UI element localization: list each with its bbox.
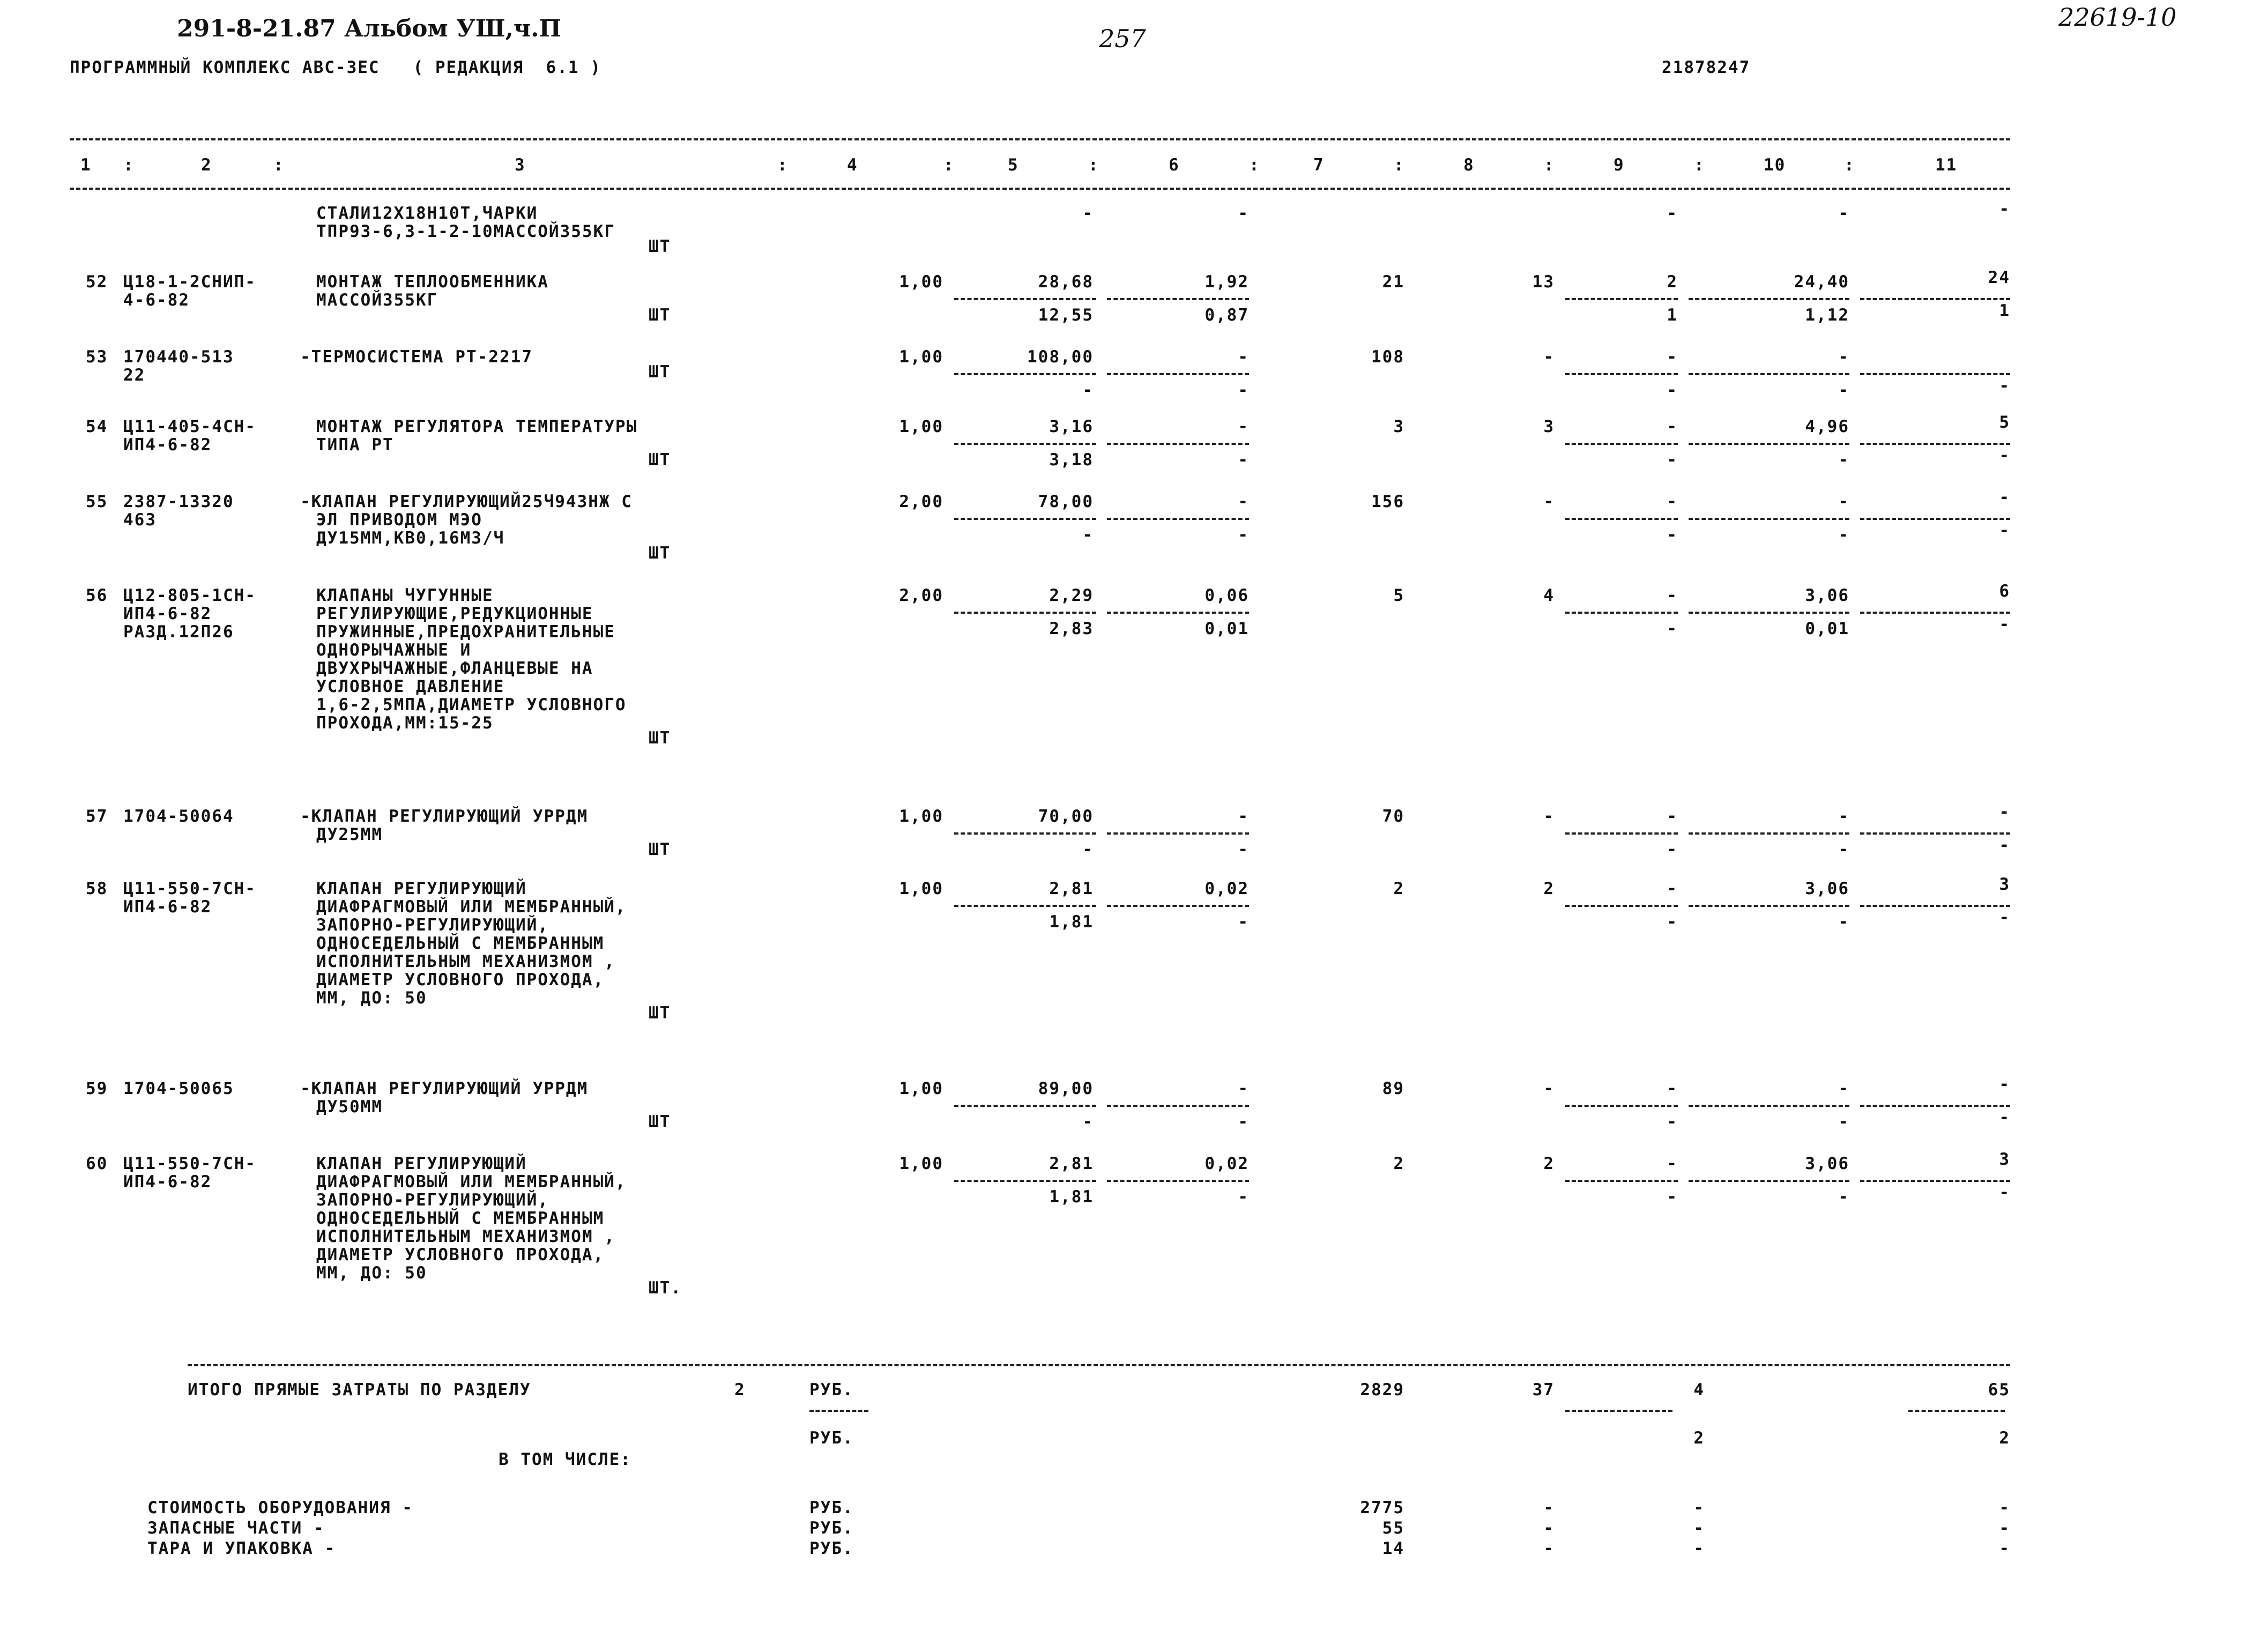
row-split-rule-col9 <box>1565 905 1678 907</box>
row-split-rule-col11 <box>1860 905 2010 907</box>
row-code: 1704-50065 <box>123 1079 234 1098</box>
row-split-rule-col5 <box>954 443 1096 445</box>
row-col10-b: 0,01 <box>1805 619 1849 638</box>
archive-stamp: 22619-10 <box>2058 3 2177 32</box>
column-header-cell: : <box>943 155 955 175</box>
table-top-rule <box>70 138 2010 140</box>
totals-col11-b: 2 <box>1999 1428 2010 1448</box>
breakdown-col8: - <box>1543 1519 1555 1538</box>
column-header-cell: 7 <box>1313 155 1325 175</box>
row-col7: 70 <box>1382 807 1404 826</box>
row-col6-b: - <box>1238 525 1249 545</box>
row-description-line: ПРОХОДА,ММ:15-25 <box>316 713 494 733</box>
row-col4: 1,00 <box>899 807 943 826</box>
row-split-rule-col10 <box>1689 518 1849 520</box>
row-col6-b: - <box>1238 1112 1249 1132</box>
row-split-rule-col9 <box>1565 832 1678 835</box>
row-col9: - <box>1667 807 1678 826</box>
row-col4: 1,00 <box>899 272 943 292</box>
row-split-rule-col5 <box>954 373 1096 375</box>
row-col5-b: 3,18 <box>1049 450 1094 470</box>
row-code-2: ИП4-6-82 <box>123 1172 212 1192</box>
row-col5: 3,16 <box>1049 417 1094 436</box>
row-col6: 0,02 <box>1205 879 1249 898</box>
row-col4: 1,00 <box>899 1154 943 1173</box>
row-col10: - <box>1838 1079 1849 1098</box>
column-header-cell: 5 <box>1008 155 1019 175</box>
row-code: 1704-50064 <box>123 807 234 826</box>
row-split-rule-col9 <box>1565 298 1678 300</box>
row-split-rule-col9 <box>1565 1105 1678 1107</box>
column-header-cell: : <box>123 155 135 175</box>
row-col6: - <box>1238 807 1249 826</box>
row-col5: 78,00 <box>1038 492 1094 511</box>
row-description-line: -КЛАПАН РЕГУЛИРУЮЩИЙ УРРДМ <box>300 807 589 826</box>
column-header-cell: : <box>777 155 789 175</box>
column-header-cell: : <box>1694 155 1705 175</box>
row-split-rule-col5 <box>954 905 1096 907</box>
row-col7: 21 <box>1382 272 1404 292</box>
breakdown-label: ТАРА И УПАКОВКА - <box>147 1539 336 1558</box>
row-col5: 2,29 <box>1049 586 1094 605</box>
row-col10: 3,06 <box>1805 879 1849 898</box>
row-col4: 1,00 <box>899 347 943 367</box>
row-col4: 1,00 <box>899 417 943 436</box>
row-code-2: ИП4-6-82 <box>123 897 212 917</box>
table-header-rule <box>70 188 2010 190</box>
row-col9-b: - <box>1667 525 1678 545</box>
breakdown-unit: РУБ. <box>809 1539 854 1558</box>
album-title: 291-8-21.87 Альбом УШ,ч.П <box>177 15 561 42</box>
row-description-line: ДУ25ММ <box>316 825 383 844</box>
row-description-line: РЕГУЛИРУЮЩИЕ,РЕДУКЦИОННЫЕ <box>316 604 593 623</box>
row-split-rule-col9 <box>1565 518 1678 520</box>
row-split-rule-col5 <box>954 612 1096 614</box>
totals-unit-underline <box>809 1410 868 1412</box>
row-description-line: ДИАМЕТР УСЛОВНОГО ПРОХОДА, <box>316 970 605 989</box>
column-header-cell: 8 <box>1463 155 1475 175</box>
row-description-line: ММ, ДО: 50 <box>316 988 427 1008</box>
row-col4: 2,00 <box>899 586 943 605</box>
row-description-line: УСЛОВНОЕ ДАВЛЕНИЕ <box>316 677 505 696</box>
row-col10: - <box>1838 347 1849 367</box>
row-description-line: ИСПОЛНИТЕЛЬНЫМ МЕХАНИЗМОМ , <box>316 1227 615 1246</box>
row-split-rule-col5 <box>954 832 1096 835</box>
totals-col9-b: 2 <box>1693 1428 1705 1448</box>
totals-unit: РУБ. <box>809 1380 854 1400</box>
row-code: Ц11-550-7СН- <box>123 1154 256 1173</box>
row-description-line: -ТЕРМОСИСТЕМА РТ-2217 <box>300 347 533 367</box>
row-col6: - <box>1238 417 1249 436</box>
row-split-rule-col9 <box>1565 612 1678 614</box>
row-col5-b: 2,83 <box>1049 619 1094 638</box>
row-col5-b: 12,55 <box>1038 306 1094 325</box>
row-code-2: 4-6-82 <box>123 291 190 310</box>
row-col6: 0,02 <box>1205 1154 1249 1173</box>
row-col10-b: - <box>1838 1187 1849 1207</box>
row-description-line: -КЛАПАН РЕГУЛИРУЮЩИЙ УРРДМ <box>300 1079 589 1098</box>
row-col5-b: - <box>1082 1112 1094 1132</box>
row-number: 53 <box>86 347 108 367</box>
row-col10: 4,96 <box>1805 417 1849 436</box>
totals-col11: 65 <box>1988 1380 2010 1400</box>
totals-col9-underline <box>1565 1410 1672 1412</box>
row-description-line: МАССОЙ355КГ <box>316 291 438 310</box>
row-col9: - <box>1667 204 1678 223</box>
column-header-cell: 2 <box>201 155 212 175</box>
row-description-line: КЛАПАНЫ ЧУГУННЫЕ <box>316 586 494 605</box>
row-col11-b: - <box>1999 376 2010 396</box>
row-col6-b: - <box>1238 381 1249 400</box>
row-col4: 2,00 <box>899 492 943 511</box>
row-split-rule-col9 <box>1565 373 1678 375</box>
breakdown-col11: - <box>1999 1539 2010 1558</box>
row-split-rule-col9 <box>1565 1180 1678 1182</box>
row-col6-b: - <box>1238 450 1249 470</box>
row-description-line: ИСПОЛНИТЕЛЬНЫМ МЕХАНИЗМОМ , <box>316 952 615 971</box>
row-number: 59 <box>86 1079 108 1098</box>
row-col10-b: - <box>1838 840 1849 859</box>
row-col10: - <box>1838 492 1849 511</box>
row-description-line: ОДНОРЫЧАЖНЫЕ И <box>316 641 472 660</box>
row-number: 55 <box>86 492 108 511</box>
row-col6-b: - <box>1238 840 1249 859</box>
row-col8: 4 <box>1543 586 1555 605</box>
column-header-cell: : <box>1088 155 1099 175</box>
row-col6: - <box>1238 204 1249 223</box>
breakdown-col11: - <box>1999 1519 2010 1538</box>
row-col6: - <box>1238 1079 1249 1098</box>
row-split-rule-col11 <box>1860 832 2010 835</box>
row-description-line: ДИАМЕТР УСЛОВНОГО ПРОХОДА, <box>316 1245 605 1264</box>
row-split-rule-col11 <box>1860 1105 2010 1107</box>
row-col10-b: 1,12 <box>1805 306 1849 325</box>
row-col11-b: - <box>1999 1108 2010 1127</box>
row-unit: ШТ <box>649 840 671 859</box>
breakdown-col9: - <box>1693 1498 1705 1517</box>
program-line: ПРОГРАММНЫЙ КОМПЛЕКС АВС-3ЕС ( РЕДАКЦИЯ 6.1 ) <box>70 58 601 77</box>
row-split-rule-col5 <box>954 1180 1096 1182</box>
row-split-rule-col5 <box>954 518 1096 520</box>
row-col7: 89 <box>1382 1079 1404 1098</box>
row-col9: - <box>1667 1079 1678 1098</box>
including-label: В ТОМ ЧИСЛЕ: <box>499 1450 631 1469</box>
row-code: Ц11-405-4СН- <box>123 417 256 436</box>
breakdown-col7: 14 <box>1382 1539 1404 1558</box>
document-code: 21878247 <box>1662 58 1751 77</box>
totals-col11-underline <box>1908 1410 2005 1412</box>
row-split-rule-col5 <box>954 1105 1096 1107</box>
column-header-cell: 6 <box>1169 155 1180 175</box>
row-col9: - <box>1667 1154 1678 1173</box>
row-col7: 2 <box>1393 879 1404 898</box>
row-split-rule-col10 <box>1689 905 1849 907</box>
totals-col8: 37 <box>1532 1380 1555 1400</box>
row-col11: 6 <box>1999 582 2010 601</box>
row-number: 57 <box>86 807 108 826</box>
column-header-cell: : <box>1544 155 1555 175</box>
row-col11-b: - <box>1999 836 2010 855</box>
row-col6: - <box>1238 492 1249 511</box>
row-split-rule-col11 <box>1860 443 2010 445</box>
row-col9-b: - <box>1667 450 1678 470</box>
breakdown-col11: - <box>1999 1498 2010 1517</box>
row-col6-b: - <box>1238 912 1249 932</box>
row-col11: - <box>1999 488 2010 507</box>
totals-label: ИТОГО ПРЯМЫЕ ЗАТРАТЫ ПО РАЗДЕЛУ <box>188 1380 531 1400</box>
column-header-cell: 9 <box>1614 155 1625 175</box>
column-header-cell: 11 <box>1935 155 1958 175</box>
row-description-line: ДУ15ММ,КВ0,16М3/Ч <box>316 529 505 548</box>
row-code-3: РАЗД.12П26 <box>123 622 234 642</box>
breakdown-col7: 55 <box>1382 1519 1404 1538</box>
column-header-cell: : <box>273 155 285 175</box>
row-col7: 5 <box>1393 586 1404 605</box>
row-split-rule-col10 <box>1689 443 1849 445</box>
row-unit: ШТ <box>649 728 671 748</box>
row-col7: 2 <box>1393 1154 1404 1173</box>
row-col5: 89,00 <box>1038 1079 1094 1098</box>
row-col11-b: - <box>1999 1183 2010 1202</box>
row-split-rule-col6 <box>1107 832 1249 835</box>
row-description-line: ОДНОСЕДЕЛЬНЫЙ С МЕМБРАННЫМ <box>316 1209 605 1228</box>
breakdown-col8: - <box>1543 1539 1555 1558</box>
column-header-cell: : <box>1249 155 1260 175</box>
row-col11: 24 <box>1988 268 2010 287</box>
column-header-cell: : <box>1844 155 1855 175</box>
row-description-line: ДУ50ММ <box>316 1097 383 1117</box>
row-col10-b: - <box>1838 525 1849 545</box>
row-description-line: -КЛАПАН РЕГУЛИРУЮЩИЙ25Ч943НЖ С <box>300 492 633 511</box>
row-split-rule-col6 <box>1107 518 1249 520</box>
breakdown-col8: - <box>1543 1498 1555 1517</box>
row-split-rule-col10 <box>1689 373 1849 375</box>
row-split-rule-col10 <box>1689 1180 1849 1182</box>
row-unit: ШТ <box>649 306 671 325</box>
row-description-line: МОНТАЖ РЕГУЛЯТОРА ТЕМПЕРАТУРЫ <box>316 417 638 436</box>
row-col10-b: - <box>1838 912 1849 932</box>
row-split-rule-col11 <box>1860 518 2010 520</box>
row-col7: 156 <box>1371 492 1404 511</box>
breakdown-unit: РУБ. <box>809 1519 854 1538</box>
column-header-cell: 4 <box>847 155 858 175</box>
row-description-line: ММ, ДО: 50 <box>316 1263 427 1283</box>
row-col8: - <box>1543 492 1555 511</box>
row-split-rule-col10 <box>1689 612 1849 614</box>
totals-unit-2: РУБ. <box>809 1428 854 1448</box>
row-code: Ц18-1-2СНИП- <box>123 272 256 292</box>
breakdown-label: ЗАПАСНЫЕ ЧАСТИ - <box>147 1519 325 1538</box>
row-split-rule-col6 <box>1107 612 1249 614</box>
row-split-rule-col6 <box>1107 443 1249 445</box>
row-description-line: ТИПА РТ <box>316 435 394 455</box>
row-number: 54 <box>86 417 108 436</box>
row-col5: 2,81 <box>1049 879 1094 898</box>
row-split-rule-col6 <box>1107 905 1249 907</box>
row-col10-b: - <box>1838 381 1849 400</box>
row-col5-b: - <box>1082 525 1094 545</box>
row-description-line: ЗАПОРНО-РЕГУЛИРУЮЩИЙ, <box>316 916 549 935</box>
row-col5: 2,81 <box>1049 1154 1094 1173</box>
row-col9-b: - <box>1667 1187 1678 1207</box>
row-description-line: 1,6-2,5МПА,ДИАМЕТР УСЛОВНОГО <box>316 695 627 715</box>
row-col5: 108,00 <box>1027 347 1094 367</box>
row-col8: - <box>1543 1079 1555 1098</box>
row-split-rule-col10 <box>1689 1105 1849 1107</box>
row-code-2: 463 <box>123 510 157 530</box>
row-col8: 3 <box>1543 417 1555 436</box>
row-split-rule-col11 <box>1860 1180 2010 1182</box>
column-header-cell: 3 <box>515 155 526 175</box>
row-col10-b: - <box>1838 450 1849 470</box>
row-col4: 1,00 <box>899 1079 943 1098</box>
row-col8: - <box>1543 807 1555 826</box>
row-col11: - <box>1999 802 2010 822</box>
row-code-2: ИП4-6-82 <box>123 435 212 455</box>
row-split-rule-col6 <box>1107 1105 1249 1107</box>
row-col10: 3,06 <box>1805 1154 1849 1173</box>
row-col7: 3 <box>1393 417 1404 436</box>
row-col9: - <box>1667 347 1678 367</box>
row-col5-b: - <box>1082 381 1094 400</box>
column-header-cell: 10 <box>1764 155 1786 175</box>
row-col11: - <box>1999 199 2010 219</box>
row-col4: 1,00 <box>899 879 943 898</box>
row-unit: ШТ <box>649 450 671 470</box>
row-col6: - <box>1238 347 1249 367</box>
row-code: 2387-13320 <box>123 492 234 511</box>
row-col10: - <box>1838 807 1849 826</box>
totals-section: 2 <box>734 1380 746 1400</box>
row-unit: ШТ <box>649 1003 671 1023</box>
row-col9: 2 <box>1667 272 1678 292</box>
row-description-line: ДВУХРЫЧАЖНЫЕ,ФЛАНЦЕВЫЕ НА <box>316 659 593 678</box>
breakdown-col9: - <box>1693 1519 1705 1538</box>
row-col6-b: - <box>1238 1187 1249 1207</box>
row-split-rule-col11 <box>1860 373 2010 375</box>
row-code: Ц12-805-1СН- <box>123 586 256 605</box>
breakdown-label: СТОИМОСТЬ ОБОРУДОВАНИЯ - <box>147 1498 413 1517</box>
row-unit: ШТ <box>649 544 671 563</box>
row-unit: ШТ <box>649 362 671 382</box>
row-col9: - <box>1667 492 1678 511</box>
row-description-line: ПРУЖИННЫЕ,ПРЕДОХРАНИТЕЛЬНЫЕ <box>316 622 615 642</box>
row-col8: 2 <box>1543 879 1555 898</box>
row-unit: ШТ <box>649 237 671 256</box>
row-split-rule-col6 <box>1107 1180 1249 1182</box>
row-col10: - <box>1838 204 1849 223</box>
row-col9: - <box>1667 417 1678 436</box>
row-col8: 2 <box>1543 1154 1555 1173</box>
row-col11: 5 <box>1999 413 2010 432</box>
row-unit: ШТ. <box>649 1278 682 1298</box>
row-split-rule-col6 <box>1107 373 1249 375</box>
column-header-cell: : <box>1394 155 1405 175</box>
row-col7: 108 <box>1371 347 1404 367</box>
row-split-rule-col10 <box>1689 832 1849 835</box>
totals-col7: 2829 <box>1360 1380 1404 1400</box>
row-number: 52 <box>86 272 108 292</box>
row-col6-b: 0,87 <box>1205 306 1249 325</box>
row-col5: 70,00 <box>1038 807 1094 826</box>
breakdown-col7: 2775 <box>1360 1498 1404 1517</box>
row-col9-b: - <box>1667 1112 1678 1132</box>
row-col11-b: - <box>1999 615 2010 634</box>
row-description-line: ЭЛ ПРИВОДОМ МЭО <box>316 510 482 530</box>
row-description-line: ТПР93-6,3-1-2-10МАССОЙ355КГ <box>316 222 615 241</box>
row-col11: 3 <box>1999 875 2010 894</box>
row-col6: 0,06 <box>1205 586 1249 605</box>
row-unit: ШТ <box>649 1112 671 1132</box>
row-col11: - <box>1999 1075 2010 1094</box>
column-header-cell: 1 <box>80 155 92 175</box>
row-split-rule-col11 <box>1860 612 2010 614</box>
row-col10-b: - <box>1838 1112 1849 1132</box>
row-description-line: ОДНОСЕДЕЛЬНЫЙ С МЕМБРАННЫМ <box>316 934 605 953</box>
row-split-rule-col11 <box>1860 298 2010 300</box>
row-col11: 3 <box>1999 1150 2010 1169</box>
row-col9: - <box>1667 879 1678 898</box>
row-col11-b: - <box>1999 446 2010 465</box>
row-description-line: КЛАПАН РЕГУЛИРУЮЩИЙ <box>316 879 527 898</box>
row-code: Ц11-550-7СН- <box>123 879 256 898</box>
row-split-rule-col6 <box>1107 298 1249 300</box>
row-number: 58 <box>86 879 108 898</box>
totals-col9: 4 <box>1693 1380 1705 1400</box>
row-col9: - <box>1667 586 1678 605</box>
row-description-line: КЛАПАН РЕГУЛИРУЮЩИЙ <box>316 1154 527 1173</box>
breakdown-col9: - <box>1693 1539 1705 1558</box>
row-description-line: СТАЛИ12Х18Н10Т,ЧАРКИ <box>316 204 538 223</box>
row-col10: 24,40 <box>1794 272 1849 292</box>
totals-rule <box>188 1364 2010 1366</box>
row-col9-b: - <box>1667 840 1678 859</box>
row-col6-b: 0,01 <box>1205 619 1249 638</box>
row-col8: 13 <box>1532 272 1555 292</box>
row-col5-b: - <box>1082 840 1094 859</box>
row-description-line: ЗАПОРНО-РЕГУЛИРУЮЩИЙ, <box>316 1190 549 1210</box>
row-col5: 28,68 <box>1038 272 1094 292</box>
row-col5: - <box>1082 204 1094 223</box>
page-number: 257 <box>1099 24 1146 53</box>
row-col11-b: 1 <box>1999 301 2010 321</box>
row-col9-b: - <box>1667 912 1678 932</box>
row-col8: - <box>1543 347 1555 367</box>
row-description-line: ДИАФРАГМОВЫЙ ИЛИ МЕМБРАННЫЙ, <box>316 897 627 917</box>
row-col6: 1,92 <box>1205 272 1249 292</box>
row-col5-b: 1,81 <box>1049 912 1094 932</box>
row-split-rule-col9 <box>1565 443 1678 445</box>
row-number: 60 <box>86 1154 108 1173</box>
breakdown-unit: РУБ. <box>809 1498 854 1517</box>
row-col9-b: 1 <box>1667 306 1678 325</box>
row-col11-b: - <box>1999 521 2010 540</box>
row-col11-b: - <box>1999 908 2010 927</box>
row-description-line: ДИАФРАГМОВЫЙ ИЛИ МЕМБРАННЫЙ, <box>316 1172 627 1192</box>
row-code: 170440-513 <box>123 347 234 367</box>
row-col9-b: - <box>1667 381 1678 400</box>
row-split-rule-col10 <box>1689 298 1849 300</box>
row-col5-b: 1,81 <box>1049 1187 1094 1207</box>
row-col9-b: - <box>1667 619 1678 638</box>
row-col10: 3,06 <box>1805 586 1849 605</box>
row-number: 56 <box>86 586 108 605</box>
row-description-line: МОНТАЖ ТЕПЛООБМЕННИКА <box>316 272 549 292</box>
row-split-rule-col5 <box>954 298 1096 300</box>
row-code-2: 22 <box>123 366 146 385</box>
row-code-2: ИП4-6-82 <box>123 604 212 623</box>
